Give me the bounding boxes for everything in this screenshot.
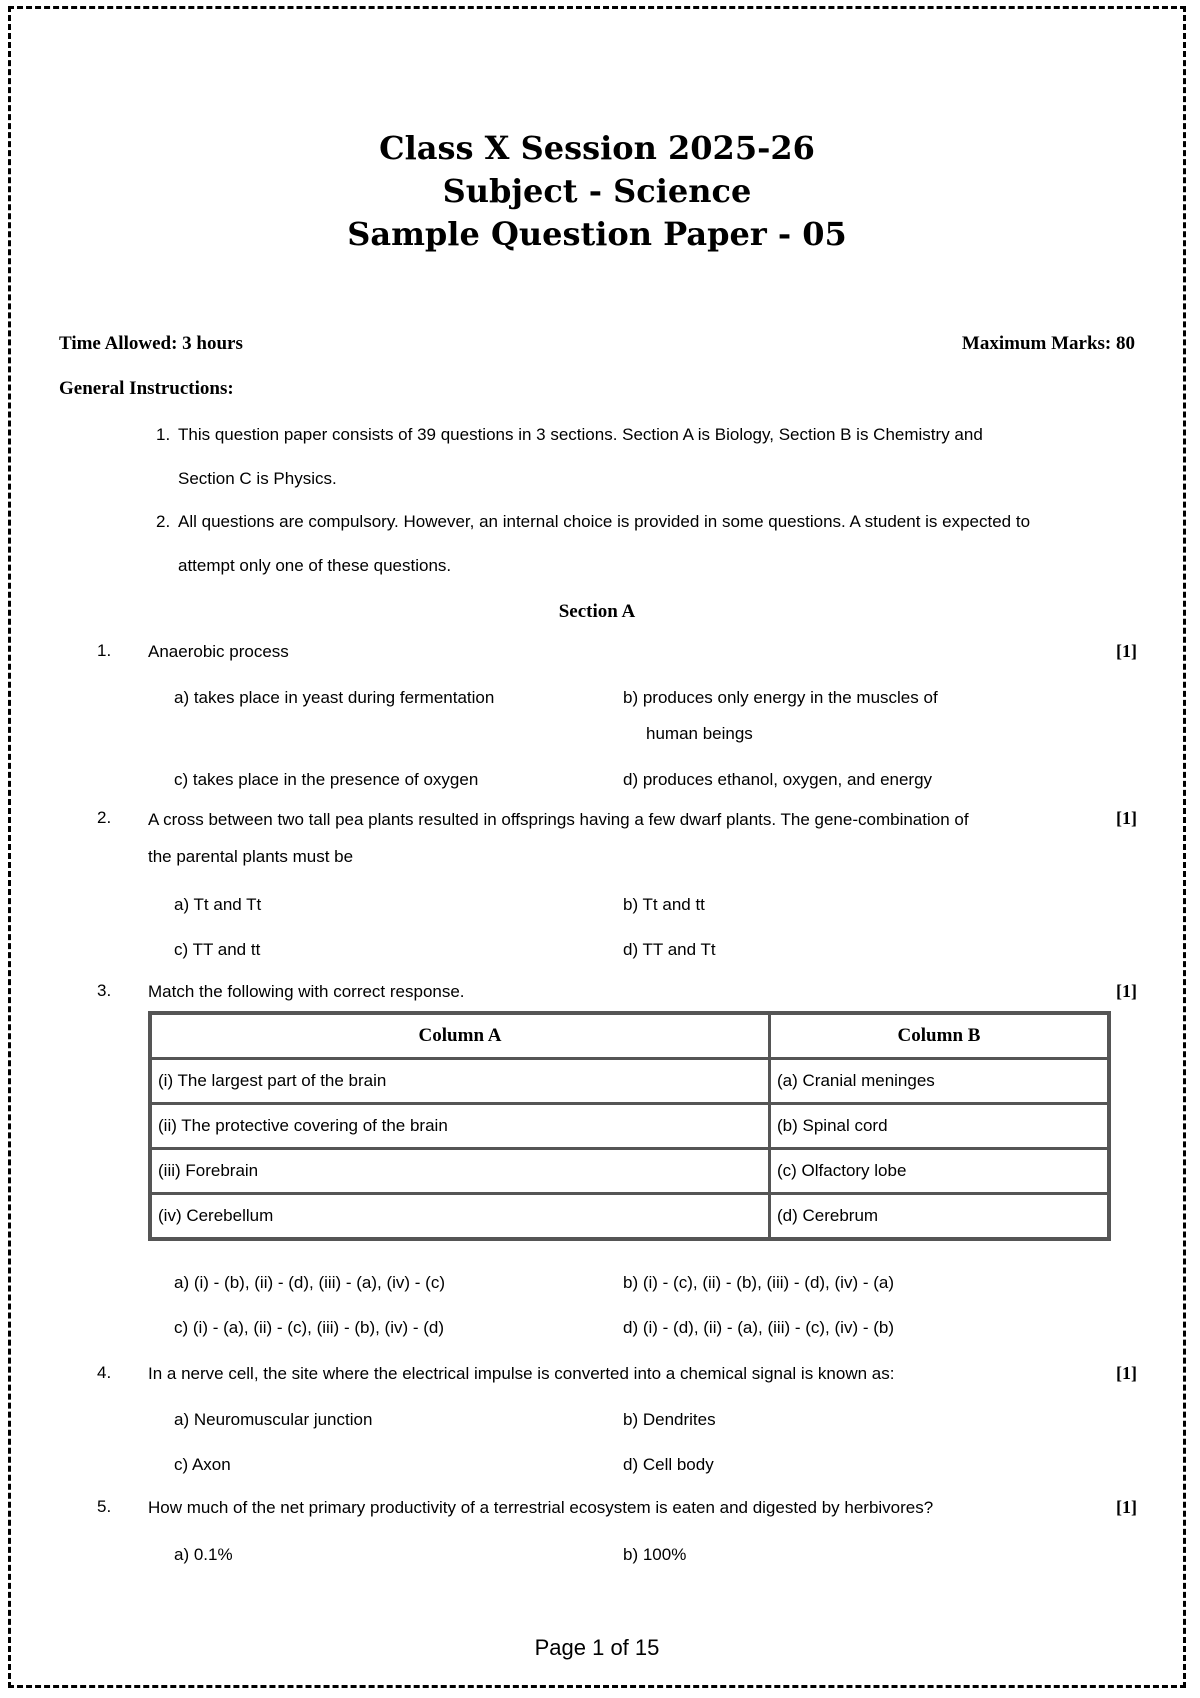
question-number: 3. xyxy=(97,981,112,1000)
table-cell: (c) Olfactory lobe xyxy=(770,1149,1110,1194)
option-a: a) 0.1% xyxy=(174,1545,233,1564)
table-cell: (ii) The protective covering of the brain xyxy=(150,1104,770,1149)
table-header-row xyxy=(150,1013,1109,1059)
option-c: c) (i) - (a), (ii) - (c), (iii) - (b), (iv) - (d) xyxy=(174,1318,445,1337)
option-b: b) Tt and tt xyxy=(623,895,705,914)
table-row xyxy=(150,1194,1109,1240)
question-marks: [1] xyxy=(1116,981,1137,1001)
table-cell: (d) Cerebrum xyxy=(770,1194,1110,1240)
question-text: How much of the net primary productivity of a terrestrial ecosystem is eaten and digested by herbivores? xyxy=(148,1498,934,1517)
question-marks: [1] xyxy=(1116,641,1137,661)
title-class-session: Class X Session 2025-26 xyxy=(379,129,815,167)
question-number: 5. xyxy=(97,1497,112,1516)
option-d: d) produces ethanol, oxygen, and energy xyxy=(623,770,933,789)
option-a: a) Neuromuscular junction xyxy=(174,1410,373,1429)
time-allowed: Time Allowed: 3 hours xyxy=(59,333,243,354)
option-a: a) Tt and Tt xyxy=(174,895,262,914)
column-b-header: Column B xyxy=(770,1013,1110,1059)
option-c: c) Axon xyxy=(174,1455,231,1474)
option-b: b) (i) - (c), (ii) - (b), (iii) - (d), (iv) - (a) xyxy=(623,1273,894,1292)
table-cell: (a) Cranial meninges xyxy=(770,1059,1110,1104)
title-subject: Subject - Science xyxy=(442,172,752,210)
option-c: c) takes place in the presence of oxygen xyxy=(174,770,479,789)
table-cell: (iv) Cerebellum xyxy=(150,1194,770,1240)
title-paper-number: Sample Question Paper - 05 xyxy=(347,215,847,253)
match-table xyxy=(148,1011,1111,1241)
option-a: a) (i) - (b), (ii) - (d), (iii) - (a), (iv) - (c) xyxy=(174,1273,445,1292)
table-cell: (b) Spinal cord xyxy=(770,1104,1110,1149)
option-b: b) 100% xyxy=(623,1545,687,1564)
question-paper-page: Class X Session 2025-26 Subject - Science Sample Question Paper - 05 Time Allowed: 3 hours Maximum Marks: 80 General Instructions: 1. This question paper consists of 39 questions in 3 sections. Section A is Biology, Section B is Chemistry and Section C is Physics. 2. All questions are compulsory. However, an internal choice is provided in some questions. A student is expected to attempt only one of these questions. Section A 1. Anaerobic process [1] a) takes place in yeast during fermentation b) produces only energy in the muscles of human beings c) takes place in the presence of oxygen d) produces ethanol, oxygen, and energy 2. A cross between two tall pea plants resulted in offsprings having a few dwarf plants. The gene-combination of the parental plants must be [1] a) Tt and Tt b) Tt and tt c) TT and tt d) TT and Tt 3. Match the following with correct response. [1] Column A Column B (i) The largest part of the brain (a) Cranial meninges (ii) The protective covering of the brain (b) Spinal cord (iii) Forebrain (c) Olfactory lobe (iv) Cerebellum (d) Cerebrum a) (i) - (b), (ii) - (d), (iii) - (a), (iv) - (c) b) (i) - (c), (ii) - (b), (iii) - (d), (iv) - (a) c) (i) - (a), (ii) - (c), (iii) - (b), (iv) - (d) d) (i) - (d), (ii) - (a), (iii) - (c), (iv) - (b) 4. In a nerve cell, the site where the electrical impulse is converted into a chemical signal is known as: [1] a) Neuromuscular junction b) Dendrites c) Axon d) Cell body 5. How much of the net primary productivity of a terrestrial ecosystem is eaten and digested by herbivores? [1] a) 0.1% b) 100% Page 1 of 15 xyxy=(8,6,1186,1688)
option-d: d) (i) - (d), (ii) - (a), (iii) - (c), (iv) - (b) xyxy=(623,1318,894,1337)
question-number: 1. xyxy=(97,641,112,660)
question-text: Anaerobic process xyxy=(148,642,289,661)
column-a-header: Column A xyxy=(150,1013,770,1059)
question-text: Match the following with correct response. xyxy=(148,982,465,1001)
option-b: b) produces only energy in the muscles of human beings xyxy=(623,688,938,743)
general-instructions-heading: General Instructions: xyxy=(59,378,234,399)
option-d: d) TT and Tt xyxy=(623,940,716,959)
table-row xyxy=(150,1059,1109,1104)
table-row xyxy=(150,1149,1109,1194)
table-cell: (i) The largest part of the brain xyxy=(150,1059,770,1104)
option-b: b) Dendrites xyxy=(623,1410,716,1429)
maximum-marks: Maximum Marks: 80 xyxy=(961,333,1135,354)
question-text: In a nerve cell, the site where the electrical impulse is converted into a chemical signal is known as: xyxy=(148,1364,895,1383)
page-number: Page 1 of 15 xyxy=(534,1635,660,1660)
option-c: c) TT and tt xyxy=(174,940,261,959)
question-number: 4. xyxy=(97,1363,112,1382)
question-marks: [1] xyxy=(1116,808,1137,828)
option-d: d) Cell body xyxy=(623,1455,714,1474)
question-marks: [1] xyxy=(1116,1363,1137,1383)
question-number: 2. xyxy=(97,808,112,827)
question-text: A cross between two tall pea plants resulted in offsprings having a few dwarf plants. The gene-combination of the parental plants must be xyxy=(148,810,969,866)
table-cell: (iii) Forebrain xyxy=(150,1149,770,1194)
table-row xyxy=(150,1104,1109,1149)
paper-title xyxy=(11,127,1183,256)
question-marks: [1] xyxy=(1116,1497,1137,1517)
section-heading: Section A xyxy=(558,601,636,622)
option-a: a) takes place in yeast during fermentation xyxy=(174,688,495,707)
